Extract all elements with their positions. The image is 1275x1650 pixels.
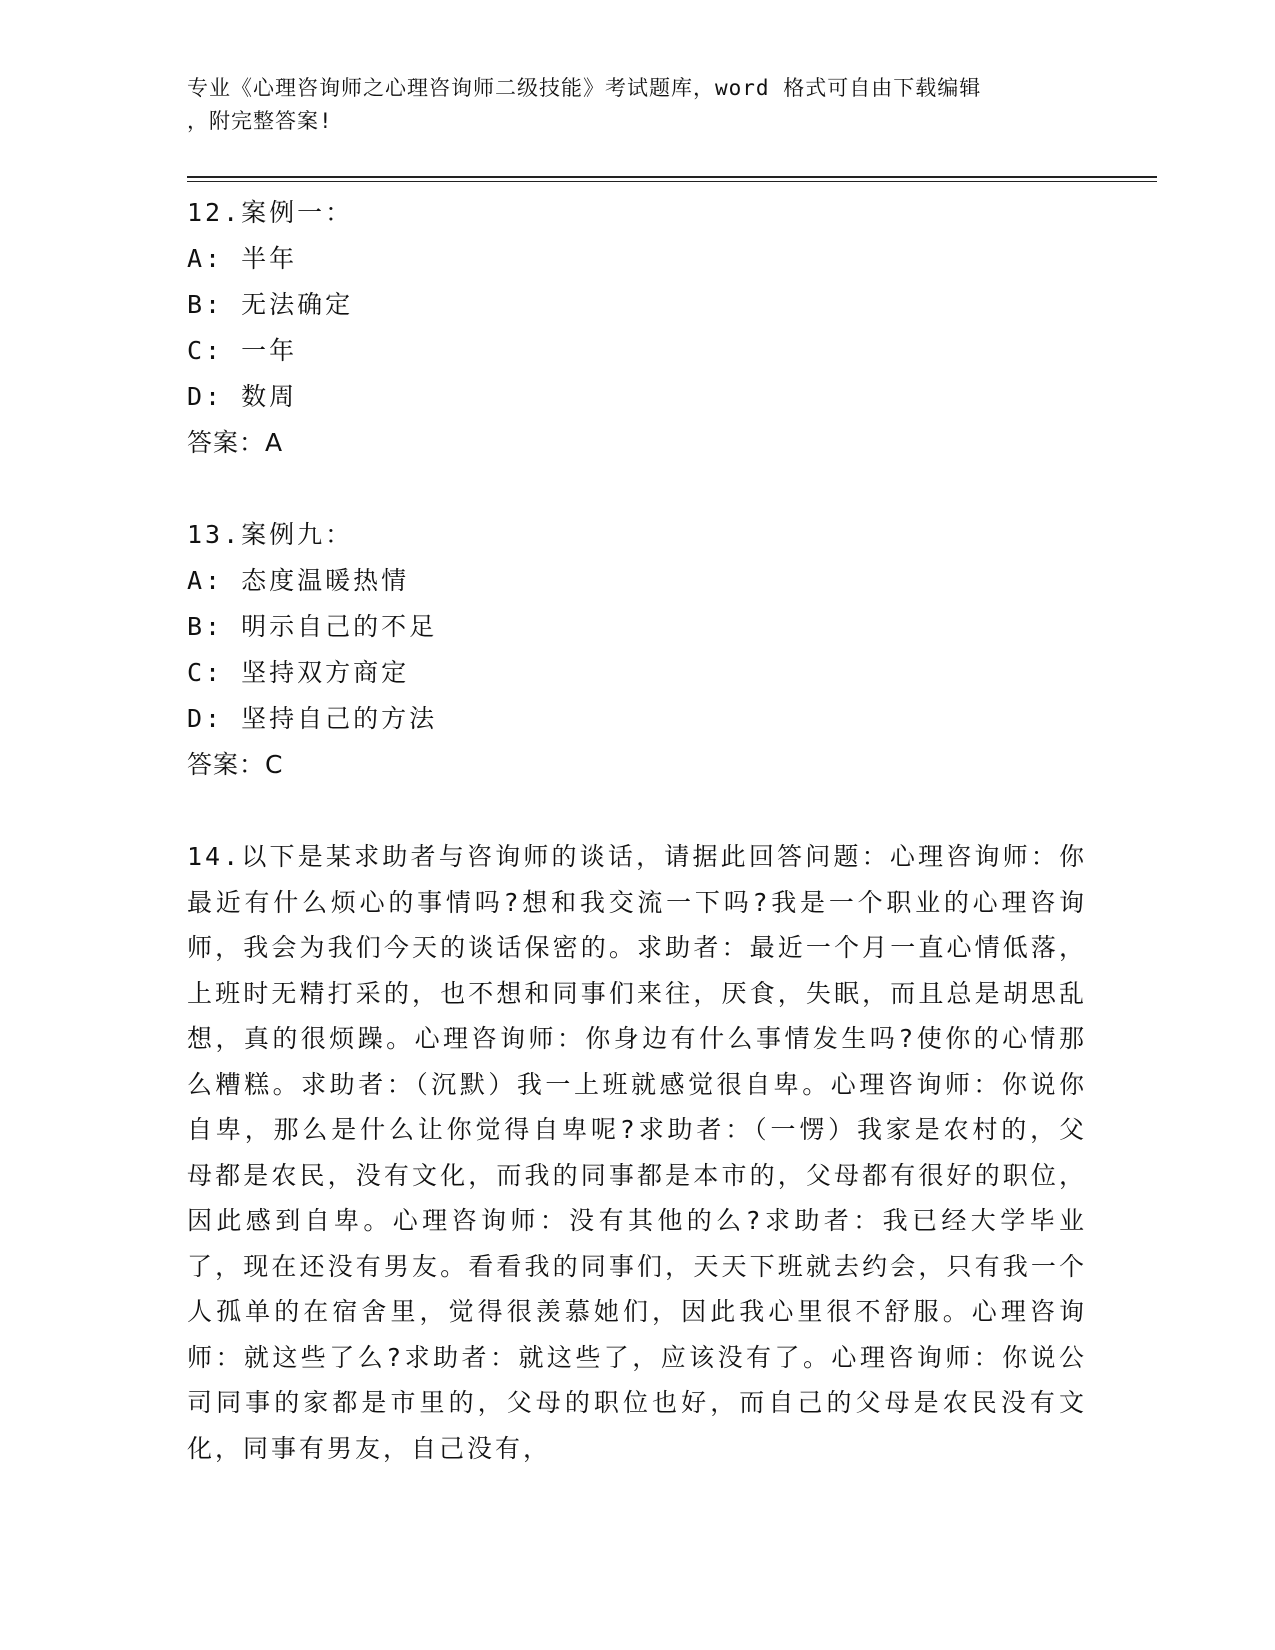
option-c: C: 坚持双方商定 [187, 658, 410, 687]
question-title: 13.案例九： [187, 520, 354, 549]
header-line-2: ，附完整答案! [187, 109, 333, 133]
question-14 [187, 834, 1087, 1471]
spacer [187, 466, 1087, 512]
option-c: C: 一年 [187, 336, 298, 365]
option-d: D: 数周 [187, 382, 298, 411]
option-d: D: 坚持自己的方法 [187, 704, 438, 733]
document-header [187, 72, 1087, 138]
spacer [187, 788, 1087, 834]
answer: 答案：C [187, 750, 284, 779]
header-divider [187, 176, 1157, 182]
option-b: B: 无法确定 [187, 290, 354, 319]
question-13 [187, 512, 1087, 788]
option-a: A: 态度温暖热情 [187, 566, 410, 595]
question-title: 12.案例一： [187, 198, 354, 227]
option-a: A: 半年 [187, 244, 298, 273]
question-text: 14.以下是某求助者与咨询师的谈话，请据此回答问题：心理咨询师：你最近有什么烦心的事情吗?想和我交流一下吗?我是一个职业的心理咨询师，我会为我们今天的谈话保密的。求助者：最近一个月一直心情低落，上班时无精打采的，也不想和同事们来往，厌食，失眠，而且总是胡思乱想，真的很烦躁。心理咨询师：你身边有什么事情发生吗?使你的心情那么糟糕。求助者：（沉默）我一上班就感觉很自卑。心理咨询师：你说你自卑，那么是什么让你觉得自卑呢?求助者：（一愣）我家是农村的，父母都是农民，没有文化，而我的同事都是本市的，父母都有很好的职位，因此感到自卑。心理咨询师：没有其他的么?求助者：我已经大学毕业了，现在还没有男友。看看我的同事们，天天下班就去约会，只有我一个人孤单的在宿舍里，觉得很羡慕她们，因此我心里很不舒服。心理咨询师：就这些了么?求助者：就这些了，应该没有了。心理咨询师：你说公司同事的家都是市里的，父母的职位也好，而自己的父母是农民没有文化，同事有男友，自己没有， [187, 842, 1087, 1463]
header-line-1: 专业《心理咨询师之心理咨询师二级技能》考试题库，word 格式可自由下载编辑 [187, 76, 982, 100]
question-12 [187, 190, 1087, 466]
question-list [187, 190, 1087, 1471]
answer: 答案：A [187, 428, 284, 457]
option-b: B: 明示自己的不足 [187, 612, 438, 641]
